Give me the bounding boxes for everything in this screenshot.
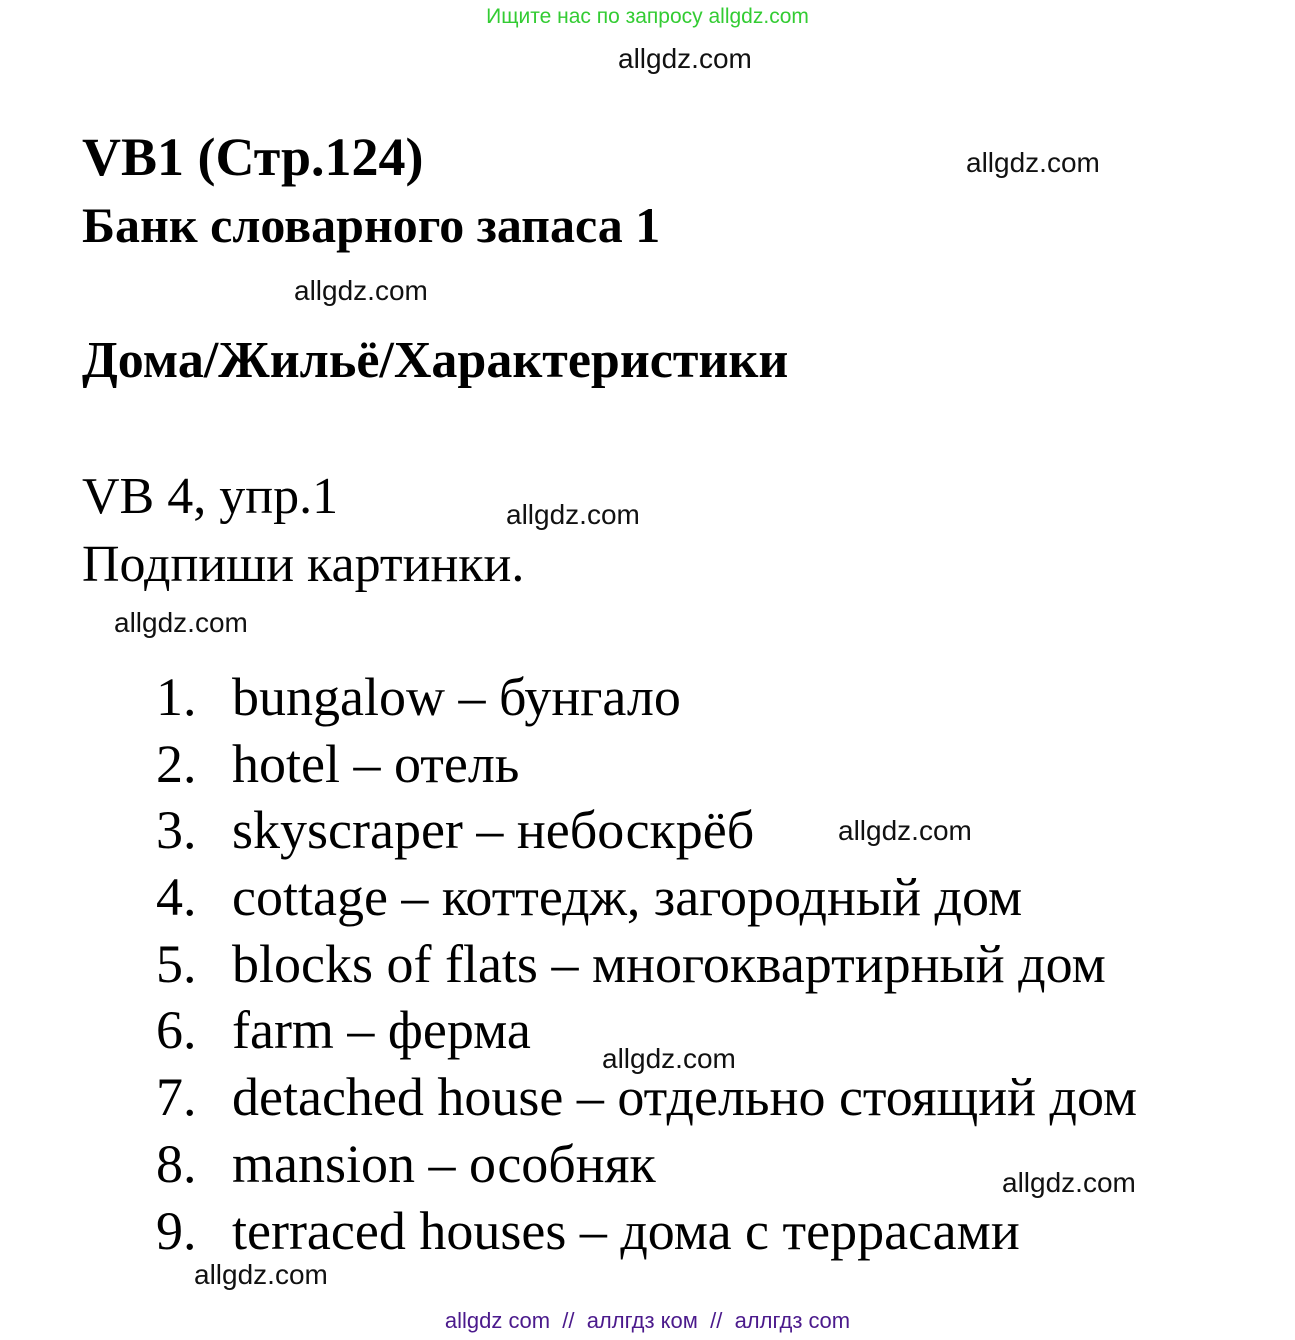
item-number: 6. xyxy=(156,1000,197,1061)
watermark: allgdz.com xyxy=(506,499,640,530)
item-number: 5. xyxy=(156,933,197,994)
footer-links[interactable]: allgdz com // аллгдз ком // аллгдз com xyxy=(444,1308,851,1333)
page-title: VB1 (Стр.124) xyxy=(82,127,424,187)
item-number: 2. xyxy=(156,733,197,794)
watermark: allgdz.com xyxy=(966,147,1100,178)
item-text: cottage – коттедж, загородный дом xyxy=(232,867,1023,928)
exercise-title: VB 4, упр.1 xyxy=(82,468,339,525)
watermark: allgdz.com xyxy=(294,275,428,306)
item-number: 3. xyxy=(156,800,197,861)
item-number: 4. xyxy=(156,867,197,928)
item-text: mansion – особняк xyxy=(232,1133,656,1194)
item-text: blocks of flats – многоквартирный дом xyxy=(232,933,1106,994)
item-number: 8. xyxy=(156,1133,197,1194)
item-text: terraced houses – дома с террасами xyxy=(232,1200,1020,1261)
watermark: allgdz.com xyxy=(618,43,752,74)
item-text: farm – ферма xyxy=(232,1000,531,1061)
exercise-task: Подпиши картинки. xyxy=(82,536,525,593)
item-text: hotel – отель xyxy=(232,733,520,794)
page-subtitle: Банк словарного запаса 1 xyxy=(82,197,661,253)
watermark: allgdz.com xyxy=(838,815,972,846)
item-text: skyscraper – небоскрёб xyxy=(232,800,755,861)
item-text: bungalow – бунгало xyxy=(232,667,681,727)
item-number: 1. xyxy=(156,667,197,727)
item-text: detached house – отдельно стоящий дом xyxy=(232,1067,1138,1128)
item-number: 9. xyxy=(156,1200,197,1261)
watermark: allgdz.com xyxy=(194,1259,328,1290)
watermark: allgdz.com xyxy=(1002,1167,1136,1198)
item-number: 7. xyxy=(156,1067,197,1128)
watermark: allgdz.com xyxy=(114,607,248,638)
top-banner: Ищите нас по запросу allgdz.com xyxy=(486,5,809,28)
topic-heading: Дома/Жильё/Характеристики xyxy=(82,332,789,389)
watermark: allgdz.com xyxy=(602,1043,736,1074)
